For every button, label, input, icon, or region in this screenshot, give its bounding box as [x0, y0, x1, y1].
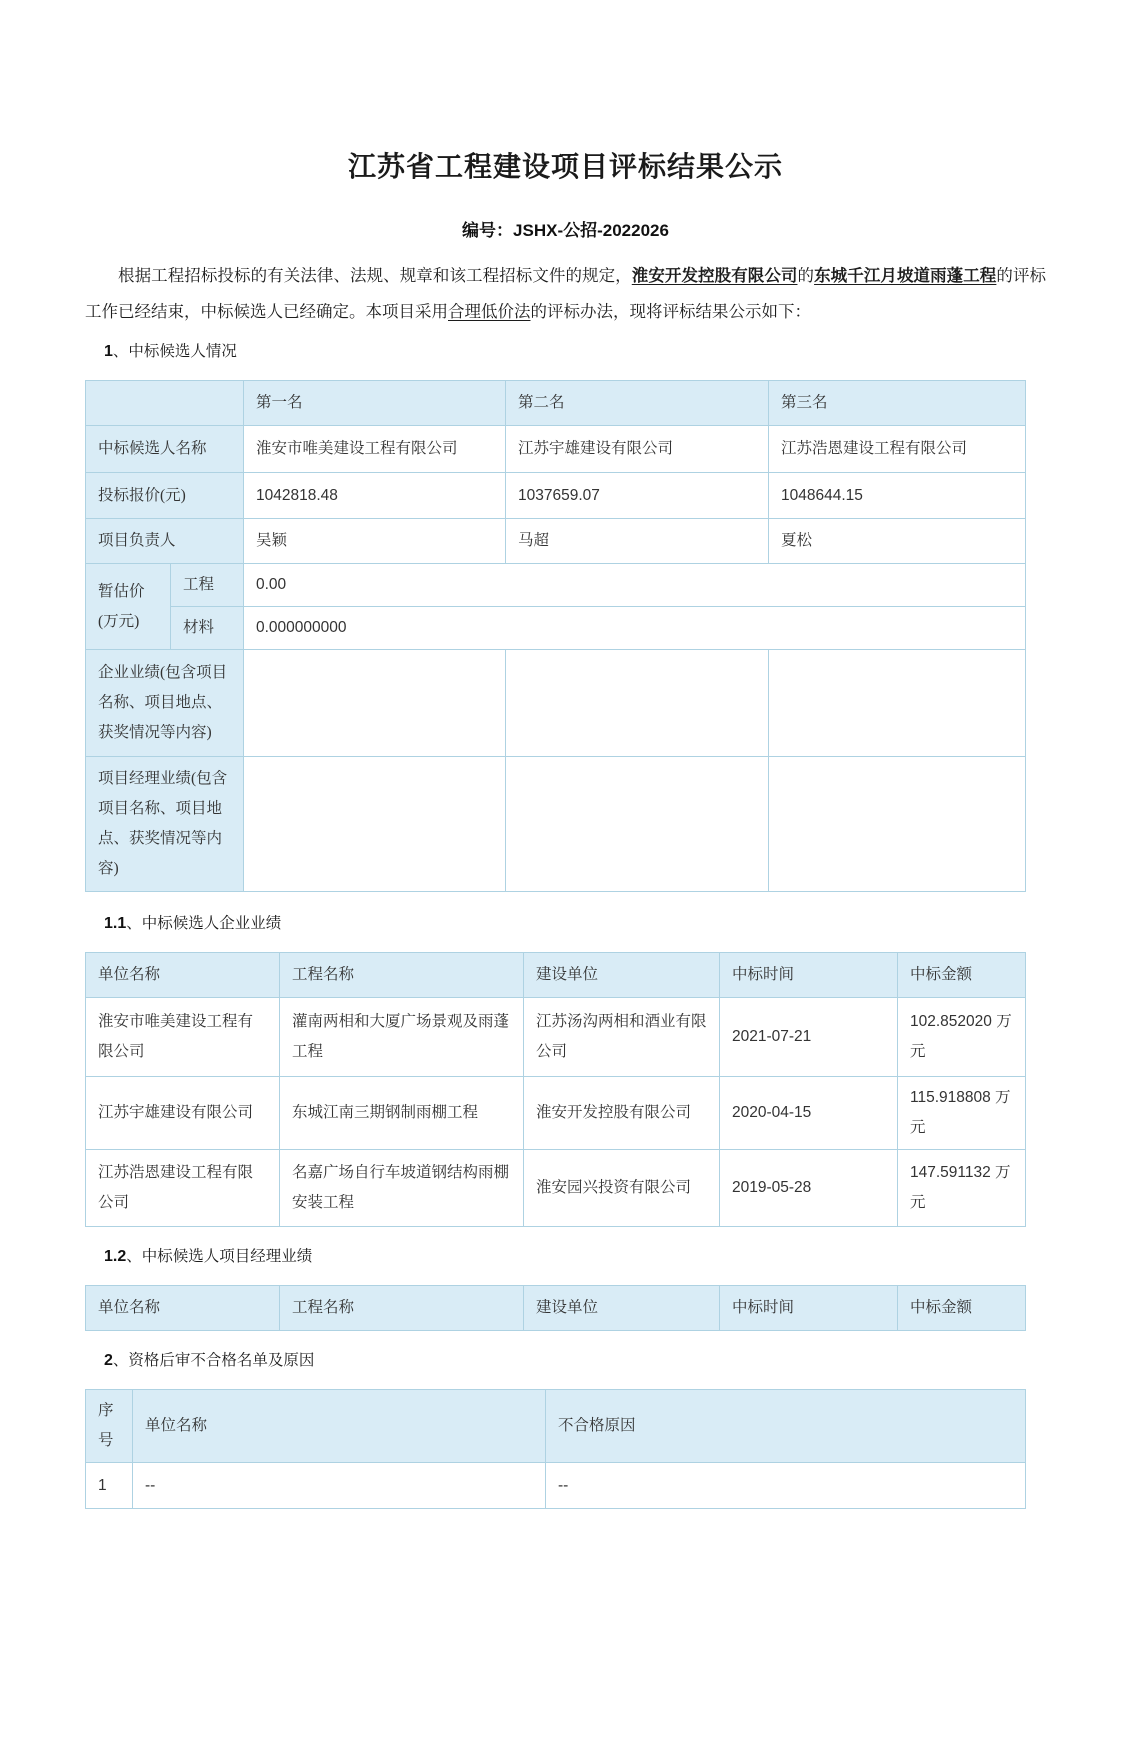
- doc-number-value: JSHX-公招-2022026: [513, 221, 669, 240]
- doc-number-line: [0, 220, 1131, 242]
- company-performance-table: [85, 952, 1026, 1227]
- tenderee-name: 淮安开发控股有限公司: [631, 266, 798, 285]
- table-header-cell: 单位名称: [133, 1390, 546, 1463]
- row-label-cell: 项目经理业绩(包含项目名称、项目地点、获奖情况等内容): [86, 757, 244, 892]
- table-cell: 淮安园兴投资有限公司: [524, 1150, 720, 1227]
- table-row: [86, 1150, 1026, 1227]
- section-title: 、中标候选人情况: [112, 343, 237, 360]
- disqualified-table: [85, 1389, 1026, 1509]
- table-cell: [244, 650, 506, 757]
- rank-2-header: 第二名: [506, 381, 769, 426]
- table-header-row: [86, 381, 1026, 426]
- sub-label-cell: 工程: [171, 564, 244, 607]
- table-cell: 江苏浩恩建设工程有限公司: [769, 426, 1026, 473]
- table-cell: 江苏宇雄建设有限公司: [506, 426, 769, 473]
- table-cell: 1037659.07: [506, 473, 769, 519]
- table-header-cell: 中标金额: [898, 1286, 1026, 1331]
- table-cell: --: [546, 1463, 1026, 1509]
- table-header-cell: 中标金额: [898, 953, 1026, 998]
- page-title: 江苏省工程建设项目评标结果公示: [347, 151, 783, 182]
- table-header-row: [86, 1286, 1026, 1331]
- table-cell: 江苏宇雄建设有限公司: [86, 1077, 280, 1150]
- table-cell: [506, 757, 769, 892]
- row-label-cell: 暂估价 (万元): [86, 564, 171, 650]
- intro-text: 的: [797, 266, 815, 285]
- table-cell: 2019-05-28: [720, 1150, 898, 1227]
- table-cell: 1042818.48: [244, 473, 506, 519]
- section-1-heading: [104, 342, 1131, 362]
- doc-number-label: 编号：: [462, 221, 514, 240]
- table-row: [86, 650, 1026, 757]
- table-cell: 名嘉广场自行车坡道钢结构雨棚安装工程: [280, 1150, 524, 1227]
- table-cell: 江苏浩恩建设工程有限公司: [86, 1150, 280, 1227]
- table-header-cell: 序号: [86, 1390, 133, 1463]
- evaluation-method: 合理低价法: [448, 302, 531, 321]
- table-header-cell: 工程名称: [280, 953, 524, 998]
- table-row: [86, 1463, 1026, 1509]
- table-cell: 吴颖: [244, 519, 506, 564]
- table-row: [86, 1077, 1026, 1150]
- table-header-row: [86, 953, 1026, 998]
- table-cell: 0.000000000: [244, 607, 1026, 650]
- table-cell: 江苏汤沟两相和酒业有限公司: [524, 998, 720, 1077]
- table-cell: 147.591132 万元: [898, 1150, 1026, 1227]
- table-cell: [506, 650, 769, 757]
- row-label-cell: 中标候选人名称: [86, 426, 244, 473]
- rank-1-header: 第一名: [244, 381, 506, 426]
- section-number: 2: [104, 1352, 113, 1369]
- table-row: [86, 998, 1026, 1077]
- table-cell: 东城江南三期钢制雨棚工程: [280, 1077, 524, 1150]
- table-cell: 马超: [506, 519, 769, 564]
- section-title: 、中标候选人项目经理业绩: [126, 1248, 313, 1265]
- table-cell: 淮安市唯美建设工程有限公司: [86, 998, 280, 1077]
- announcement-page: [0, 150, 1131, 1750]
- section-1-1-heading: [104, 914, 1131, 934]
- section-number: 1.1: [104, 915, 127, 932]
- intro-text: 的评标办法，现将评标结果公示如下：: [530, 302, 811, 321]
- table-cell: 1: [86, 1463, 133, 1509]
- table-row: [86, 473, 1026, 519]
- table-header-cell: 不合格原因: [546, 1390, 1026, 1463]
- table-cell: [244, 757, 506, 892]
- table-cell: 1048644.15: [769, 473, 1026, 519]
- candidates-table: [85, 380, 1026, 892]
- table-row: [86, 607, 1026, 650]
- intro-text: 根据工程招标投标的有关法律、法规、规章和该工程招标文件的规定，: [118, 266, 632, 285]
- section-title: 、资格后审不合格名单及原因: [112, 1352, 315, 1369]
- table-header-cell: 中标时间: [720, 1286, 898, 1331]
- project-name: 东城千江月坡道雨蓬工程: [814, 266, 997, 285]
- corner-cell: [86, 381, 244, 426]
- table-cell: 0.00: [244, 564, 1026, 607]
- table-row: [86, 519, 1026, 564]
- section-number: 1.2: [104, 1248, 127, 1265]
- row-label-cell: 投标报价(元): [86, 473, 244, 519]
- sub-label-cell: 材料: [171, 607, 244, 650]
- row-label-cell: 企业业绩(包含项目名称、项目地点、获奖情况等内容): [86, 650, 244, 757]
- table-cell: 淮安市唯美建设工程有限公司: [244, 426, 506, 473]
- table-cell: 115.918808 万元: [898, 1077, 1026, 1150]
- table-cell: 102.852020 万元: [898, 998, 1026, 1077]
- table-row: [86, 426, 1026, 473]
- section-number: 1: [104, 343, 113, 360]
- table-row: [86, 757, 1026, 892]
- pm-performance-table: [85, 1285, 1026, 1331]
- table-cell: 淮安开发控股有限公司: [524, 1077, 720, 1150]
- table-header-cell: 建设单位: [524, 953, 720, 998]
- intro-paragraph: [85, 258, 1046, 330]
- table-cell: 灌南两相和大厦广场景观及雨蓬工程: [280, 998, 524, 1077]
- row-label-cell: 项目负责人: [86, 519, 244, 564]
- table-cell: 夏松: [769, 519, 1026, 564]
- table-cell: [769, 757, 1026, 892]
- rank-3-header: 第三名: [769, 381, 1026, 426]
- table-header-row: [86, 1390, 1026, 1463]
- section-2-heading: [104, 1351, 1131, 1371]
- table-header-cell: 工程名称: [280, 1286, 524, 1331]
- section-1-2-heading: [104, 1247, 1131, 1267]
- table-cell: 2021-07-21: [720, 998, 898, 1077]
- section-title: 、中标候选人企业业绩: [126, 915, 282, 932]
- table-header-cell: 单位名称: [86, 953, 280, 998]
- table-header-cell: 建设单位: [524, 1286, 720, 1331]
- table-header-cell: 中标时间: [720, 953, 898, 998]
- intro-text: 的评标工作已经结束，中标候选人已经确定。本项目采用: [85, 266, 1047, 321]
- table-header-cell: 单位名称: [86, 1286, 280, 1331]
- table-cell: --: [133, 1463, 546, 1509]
- table-cell: [769, 650, 1026, 757]
- table-cell: 2020-04-15: [720, 1077, 898, 1150]
- table-row: [86, 564, 1026, 607]
